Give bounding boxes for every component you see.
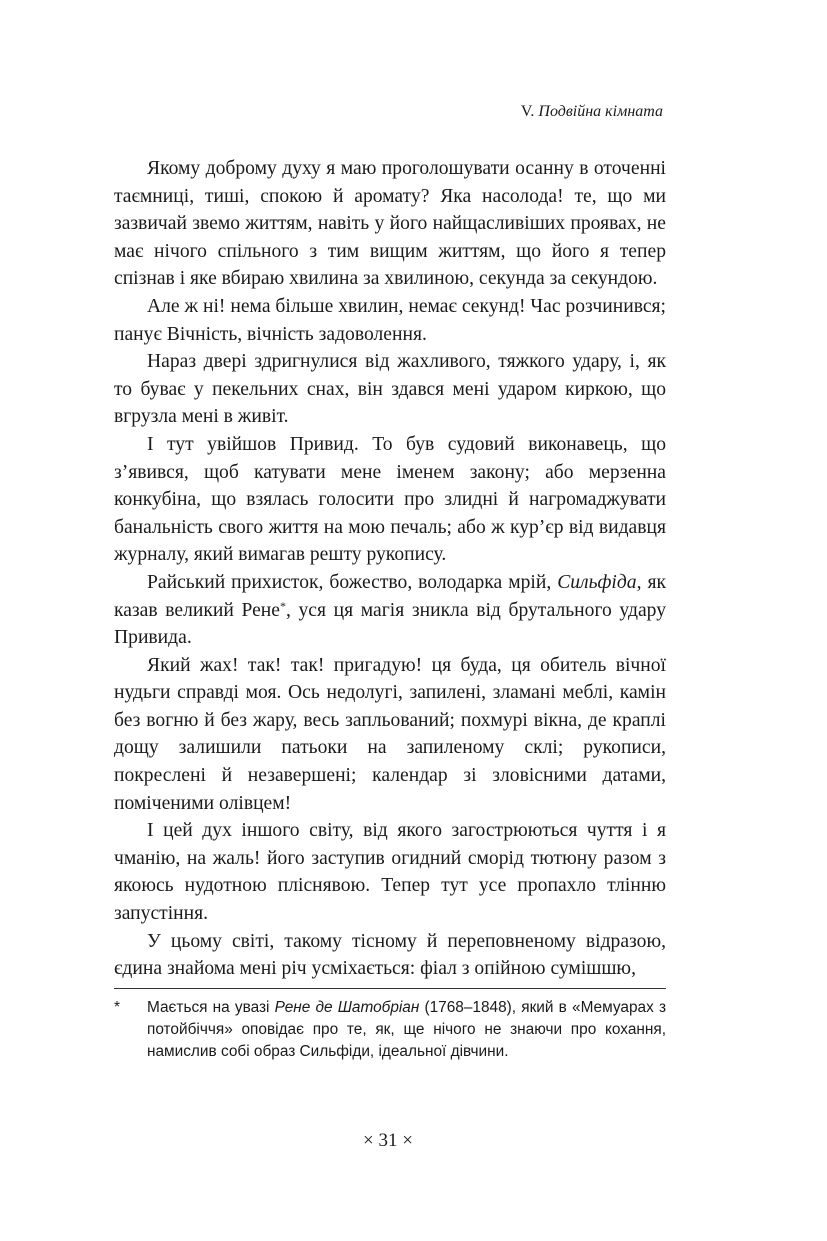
chapter-number: V. [520, 103, 535, 120]
footnote-italic-name: Рене де Шатобріан [274, 999, 420, 1016]
body-text [114, 155, 666, 983]
footnote [114, 997, 666, 1063]
paragraph-3: Нараз двері здригнулися від жахливого, тяжкого удару, і, як то буває у пекельних снах, він здався мені ударом киркою, що вгрузла мені в живіт. [114, 351, 666, 428]
sylph-italic: Сильфіда [557, 571, 637, 593]
paragraph-5-text: Райський прихисток, божество, володарка мрій, [147, 571, 558, 593]
footnote-divider [114, 988, 666, 989]
paragraph-8: У цьому світі, такому тісному й переповненому відразою, єдина знайома мені річ усміхається: фіал з опійною сумішшю, [114, 930, 666, 980]
paragraph-4: І тут увійшов Привид. То був судовий виконавець, що з’явився, щоб катувати мене іменем закону; або мерзенна конкубіна, що взялась голосити про злидні й нагромаджувати банальність свого життя на мою печаль; або ж кур’єр від видавця журналу, який вимагав решту рукопису. [114, 433, 666, 566]
chapter-title: Подвійна кімната [538, 103, 663, 120]
page-number: × 31 × [363, 1130, 413, 1151]
paragraph-1: Якому доброму духу я маю проголошувати осанну в оточенні таємниці, тиші, спокою й аромату? Яка насолода! те, що ми зазвичай звемо життям, навіть у його найщасливіших проявах, не має нічого спільного з тим вищим життям, що його я тепер спізнав і яке вбираю хвилина за хвилиною, секунда за секундою. [114, 158, 666, 290]
paragraph-5-text-2: , як казав великий Рене [114, 571, 666, 621]
footnote-text [147, 997, 666, 1063]
footnote-text-1: Мається на увазі [147, 999, 275, 1016]
footnote-mark: * [114, 999, 120, 1016]
footnote-text-2: (1768–1848), який в «Мемуарах з потойбіччя» оповідає про те, як, ще нічого не знаючи про кохання, намислив собі образ Сильфіди, ідеальної дівчини. [147, 999, 666, 1060]
paragraph-6: Який жах! так! так! пригадую! ця буда, ця обитель вічної нудьги справді моя. Ось недолугі, запилені, зламані меблі, камін без вогню й без жару, весь запльований; похмурі вікна, де краплі дощу залишили патьоки на запиленому склі; рукописи, покреслені й незавершені; календар зі зловісними датами, поміченими олівцем! [114, 654, 666, 814]
paragraph-5-text-3: , уся ця магія зникла від брутального удару Привида. [114, 599, 666, 649]
paragraph-5 [114, 569, 666, 652]
paragraph-7: І цей дух іншого світу, від якого загострюються чуття і я чманію, на жаль! його заступив огидний сморід тютюну разом з якоюсь нудотною пліснявою. Тепер тут усе пропахло тлінню запустіння. [114, 820, 666, 925]
footnote-reference: * [279, 598, 286, 613]
paragraph-2: Але ж ні! нема більше хвилин, немає секунд! Час розчинився; панує Вічність, вічність задоволення. [114, 295, 666, 345]
running-head [521, 103, 663, 121]
